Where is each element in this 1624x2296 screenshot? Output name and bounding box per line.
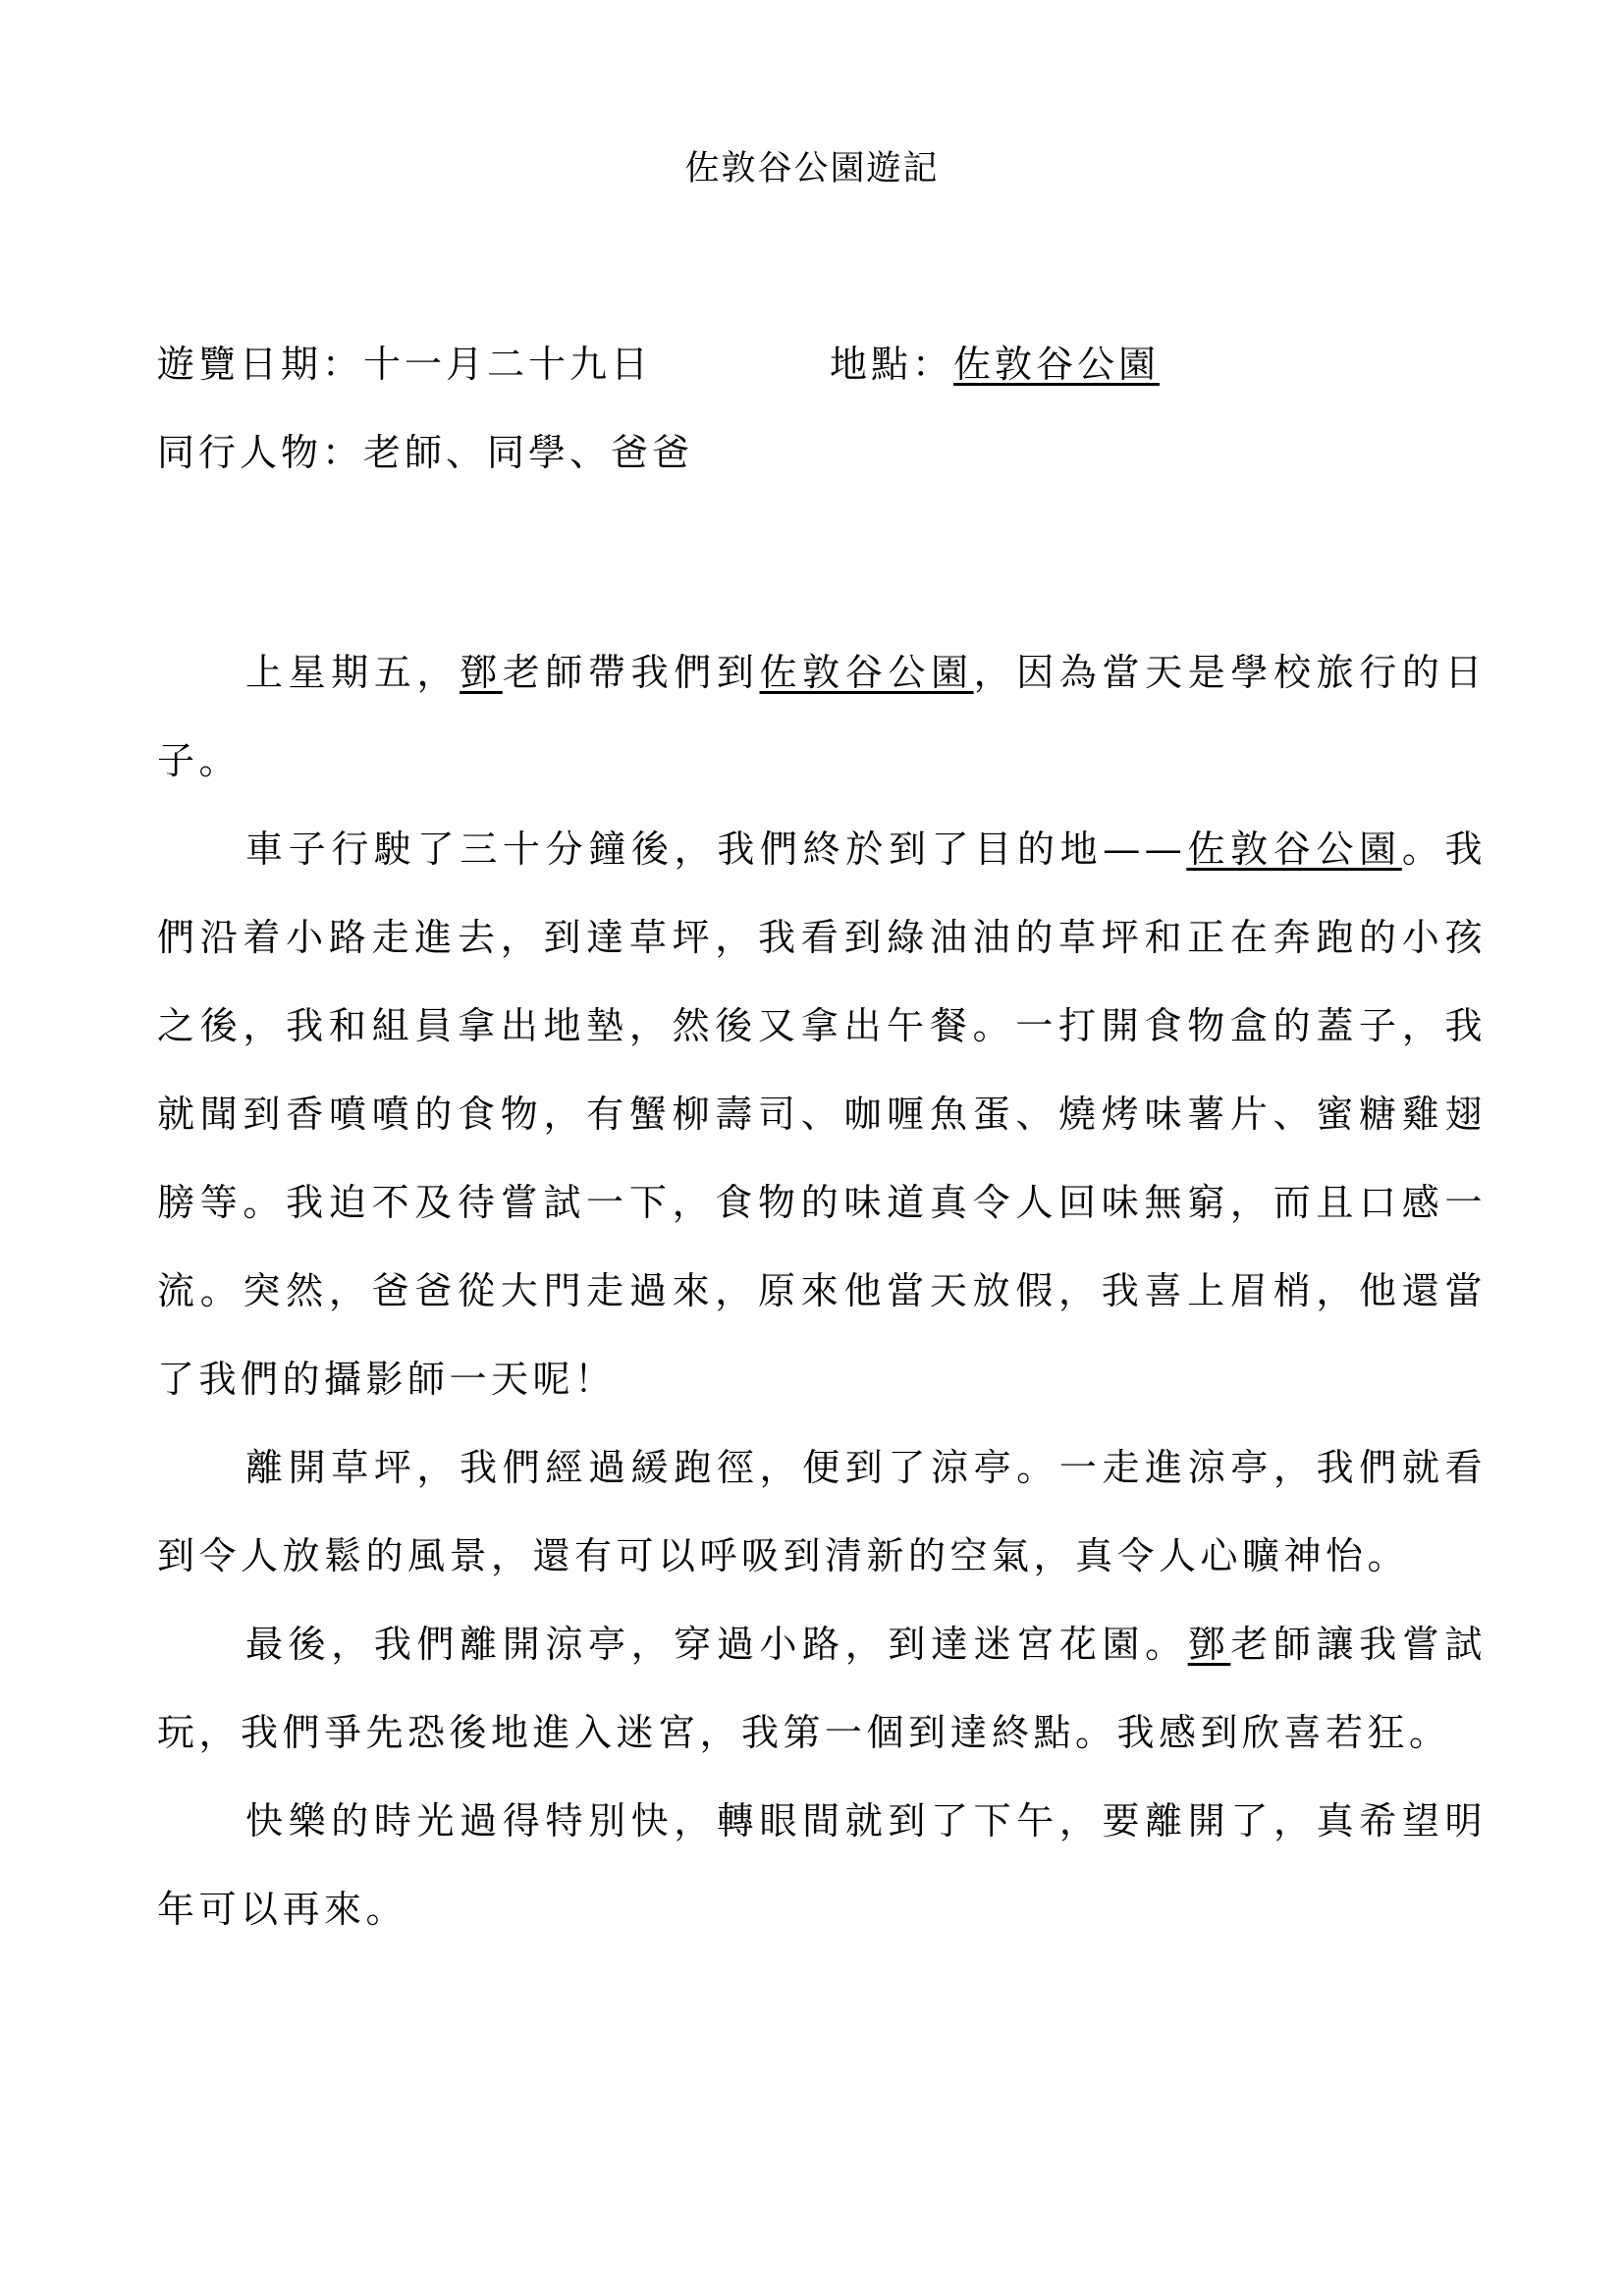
visit-date-value: 十一月二十九日 <box>363 343 653 386</box>
paragraph-5: 快樂的時光過得特別快，轉眼間就到了下午，要離開了，真希望明年可以再來。 <box>157 1799 1487 1931</box>
paragraph-4 <box>157 1600 1487 1777</box>
companions-line <box>157 428 693 477</box>
paragraph-1-text-b: 老師帶我們到 <box>502 651 760 694</box>
paragraph-2-text-b: 。我們沿着小路走進去，到達草坪，我看到綠油油的草坪和正在奔跑的小孩之後，我和組員拿出地墊，然後又拿出午餐。一打開食物盒的蓋子，我就聞到香噴噴的食物，有蟹柳壽司、咖喱魚蛋、燒烤味薯片、蜜糖雞翅膀等。我迫不及待嘗試一下，食物的味道真令人回味無窮，而且口感一流。突然，爸爸從大門走過來，原來他當天放假，我喜上眉梢，他還當了我們的攝影師一天呢！ <box>157 828 1487 1401</box>
paragraph-1-text-c: ，因為當天是學校旅行的日子。 <box>157 651 1487 782</box>
paragraph-3: 離開草坪，我們經過緩跑徑，便到了涼亭。一走進涼亭，我們就看到令人放鬆的風景，還有可以呼吸到清新的空氣，真令人心曠神怡。 <box>157 1446 1487 1577</box>
paragraph-1 <box>157 628 1487 805</box>
paragraph-4-text-b: 老師讓我嘗試玩，我們爭先恐後地進入迷宮，我第一個到達終點。我感到欣喜若狂。 <box>157 1623 1487 1754</box>
visit-date-label: 遊覽日期： <box>157 343 364 386</box>
paragraph-2-text-a: 車子行駛了三十分鐘後，我們終於到了目的地—— <box>245 828 1187 871</box>
document-title: 佐敦谷公園遊記 <box>684 149 940 188</box>
proper-name-teacher: 鄧 <box>460 651 503 694</box>
location-label: 地點： <box>830 343 954 386</box>
proper-name-park: 佐敦谷公園 <box>759 651 974 694</box>
proper-name-park: 佐敦谷公園 <box>1186 828 1402 871</box>
paragraph-1-text-a: 上星期五， <box>245 651 460 694</box>
location-line <box>830 340 1160 389</box>
companions-label: 同行人物： <box>157 431 364 474</box>
visit-date-line <box>157 340 652 389</box>
essay-body <box>157 628 1487 1953</box>
proper-name-teacher: 鄧 <box>1187 1623 1231 1666</box>
companions-value: 老師、同學、爸爸 <box>363 431 694 474</box>
paragraph-2 <box>157 805 1487 1423</box>
location-value: 佐敦谷公園 <box>953 343 1161 386</box>
paragraph-4-text-a: 最後，我們離開涼亭，穿過小路，到達迷宮花園。 <box>245 1623 1188 1666</box>
